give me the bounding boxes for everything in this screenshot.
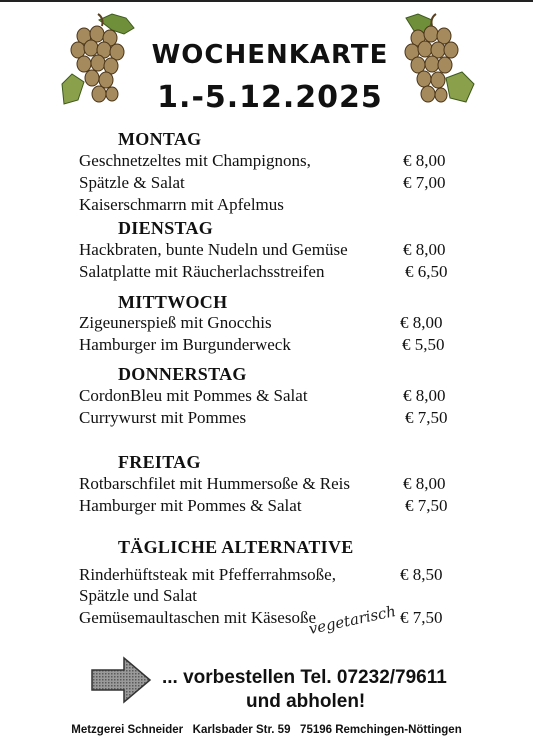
menu-item-price: € 6,50 — [405, 262, 448, 281]
menu-item-dish: Spätzle und Salat — [79, 586, 198, 605]
menu-item-dish: Gemüsemaultaschen mit Käsesoße — [79, 608, 316, 627]
arrow-right-icon — [90, 655, 152, 705]
menu-item-dish: Kaiserschmarrn mit Apfelmus — [79, 195, 284, 214]
menu-item-dish: Hamburger im Burgunderweck — [79, 335, 291, 354]
menu-item-price: € 7,00 — [403, 173, 446, 192]
menu-item-price: € 8,00 — [403, 474, 446, 493]
menu-item-price: € 8,50 — [400, 565, 443, 584]
order-phone-text: ... vorbestellen Tel. 07232/79611 — [162, 667, 447, 688]
day-heading-montag: MONTAG — [118, 129, 202, 149]
menu-item-dish: CordonBleu mit Pommes & Salat — [79, 386, 308, 405]
menu-item-price: € 8,00 — [403, 386, 446, 405]
menu-item-price: € 8,00 — [403, 151, 446, 170]
menu-item-dish: Currywurst mit Pommes — [79, 408, 247, 427]
day-heading-dienstag: DIENSTAG — [118, 218, 214, 238]
menu-item-price: € 7,50 — [405, 408, 448, 427]
menu-item-dish: Rinderhüftsteak mit Pfefferrahmsoße, — [79, 565, 336, 584]
menu-item-price: € 7,50 — [400, 608, 443, 627]
top-border — [0, 0, 533, 2]
menu-item-dish: Spätzle & Salat — [79, 173, 185, 192]
menu-item-dish: Hackbraten, bunte Nudeln und Gemüse — [79, 240, 348, 259]
day-heading-donnerstag: DONNERSTAG — [118, 364, 247, 384]
menu-item-dish: Geschnetzeltes mit Champignons, — [79, 151, 311, 170]
order-pickup-text: und abholen! — [246, 691, 366, 712]
vegetarian-note: vegetarisch — [307, 601, 398, 639]
day-heading-alternative: TÄGLICHE ALTERNATIVE — [118, 537, 354, 557]
menu-item-dish: Rotbarschfilet mit Hummersoße & Reis — [79, 474, 351, 493]
menu-item-dish: Salatplatte mit Räucherlachsstreifen — [79, 262, 325, 281]
menu-title: WOCHENKARTE — [151, 40, 389, 70]
footer-address: Metzgerei Schneider Karlsbader Str. 59 75196 Remchingen-Nöttingen — [71, 724, 462, 736]
menu-item-dish: Zigeunerspieß mit Gnocchis — [79, 313, 272, 332]
menu-item-price: € 8,00 — [400, 313, 443, 332]
menu-item-price: € 8,00 — [403, 240, 446, 259]
day-heading-mittwoch: MITTWOCH — [118, 292, 228, 312]
menu-item-dish: Hamburger mit Pommes & Salat — [79, 496, 302, 515]
menu-item-price: € 5,50 — [402, 335, 445, 354]
menu-dates: 1.-5.12.2025 — [157, 80, 383, 115]
menu-item-price: € 7,50 — [405, 496, 448, 515]
day-heading-freitag: FREITAG — [118, 452, 201, 472]
